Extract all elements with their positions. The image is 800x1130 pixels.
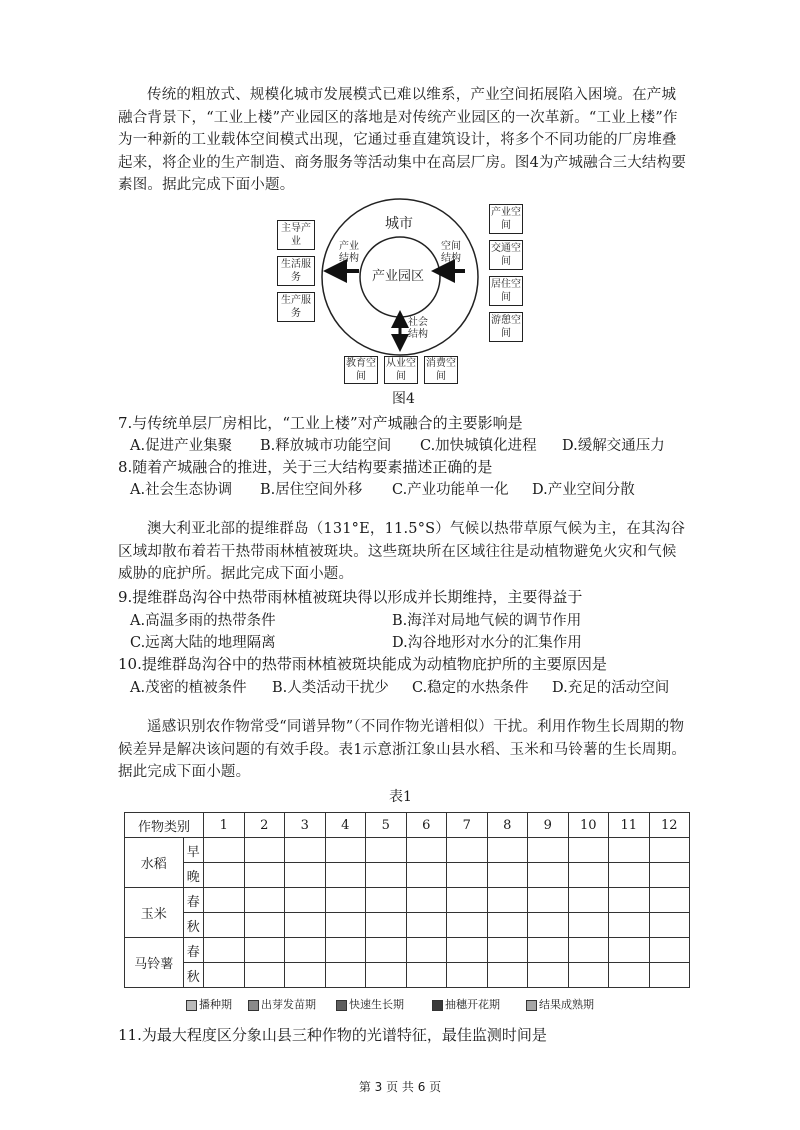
table-cell: [204, 888, 245, 913]
table-cell: [406, 938, 447, 963]
table-row: [125, 888, 690, 913]
box-employment-space: 从业空间: [386, 358, 416, 382]
table-cell: [447, 863, 488, 888]
month-header-12: 12: [649, 813, 690, 838]
box-production-service: 生产服务: [277, 292, 315, 322]
q7-option-a[interactable]: A.促进产业集聚: [130, 438, 233, 454]
table-cell: [568, 938, 609, 963]
month-header-5: 5: [366, 813, 407, 838]
table-cell: [406, 888, 447, 913]
table-cell: [325, 913, 366, 938]
q9-option-a[interactable]: A.高温多雨的热带条件: [130, 613, 276, 629]
table-cell: [528, 938, 569, 963]
table-row: [125, 913, 690, 938]
table-cell: [406, 913, 447, 938]
season-name: 秋: [183, 963, 204, 988]
crop-name: 马铃薯: [125, 938, 184, 988]
month-header-2: 2: [244, 813, 285, 838]
table-cell: [528, 913, 569, 938]
table-cell: [366, 863, 407, 888]
table-cell: [244, 913, 285, 938]
q8-option-a[interactable]: A.社会生态协调: [130, 482, 233, 498]
table-cell: [568, 863, 609, 888]
table-cell: [285, 838, 326, 863]
box-traffic-space: 交通空间: [489, 240, 523, 270]
table-cell: [285, 963, 326, 988]
box-consumption-space: 消费空间: [426, 358, 456, 382]
table-cell: [487, 888, 528, 913]
table-cell: [609, 888, 650, 913]
table-cell: [568, 913, 609, 938]
table-cell: [609, 938, 650, 963]
month-header-1: 1: [204, 813, 245, 838]
table-cell: [204, 938, 245, 963]
table-cell: [285, 888, 326, 913]
question-7: 7.与传统单层厂房相比，“工业上楼”对产城融合的主要影响是: [118, 414, 523, 432]
table-cell: [528, 838, 569, 863]
table-row: [125, 938, 690, 963]
table-cell: [447, 938, 488, 963]
legend-sprout: 出芽发苗期: [248, 996, 316, 1012]
table-legend: [186, 996, 646, 1012]
social-structure-label: 社会结构: [408, 317, 428, 340]
month-header-11: 11: [609, 813, 650, 838]
table-cell: [406, 863, 447, 888]
city-label: 城市: [385, 216, 413, 232]
month-header-8: 8: [487, 813, 528, 838]
month-header-7: 7: [447, 813, 488, 838]
table-cell: [325, 938, 366, 963]
table-cell: [528, 963, 569, 988]
table-row: [125, 863, 690, 888]
q9-option-b[interactable]: B.海洋对局地气候的调节作用: [392, 613, 582, 629]
q7-option-c[interactable]: C.加快城镇化进程: [420, 438, 537, 454]
table-row: [125, 838, 690, 863]
box-residential-space: 居住空间: [489, 276, 523, 306]
season-name: 晚: [183, 863, 204, 888]
table-cell: [447, 963, 488, 988]
table-cell: [325, 888, 366, 913]
season-name: 早: [183, 838, 204, 863]
table-cell: [487, 938, 528, 963]
legend-grow: 快速生长期: [336, 996, 404, 1012]
q8-option-d[interactable]: D.产业空间分散: [532, 482, 635, 498]
table-cell: [366, 888, 407, 913]
q9-option-c[interactable]: C.远离大陆的地理隔离: [130, 635, 276, 651]
table-cell: [366, 938, 407, 963]
table-row: [125, 963, 690, 988]
table-cell: [325, 838, 366, 863]
park-label: 产业园区: [372, 269, 425, 284]
question-11: 11.为最大程度区分象山县三种作物的光谱特征，最佳监测时间是: [118, 1026, 547, 1044]
table-cell: [528, 863, 569, 888]
table-cell: [649, 838, 690, 863]
figure-caption: 图4: [392, 391, 415, 407]
table-cell: [649, 963, 690, 988]
month-header-4: 4: [325, 813, 366, 838]
box-life-service: 生活服务: [277, 256, 315, 286]
table-cell: [649, 913, 690, 938]
table-cell: [447, 888, 488, 913]
q10-option-b[interactable]: B.人类活动干扰少: [272, 680, 389, 696]
question-10: 10.提维群岛沟谷中的热带雨林植被斑块能成为动植物庇护所的主要原因是: [118, 655, 607, 673]
passage-2: 澳大利亚北部的提维群岛（131°E，11.5°S）气候以热带草原气候为主，在其沟谷区域却散布着若干热带雨林植被斑块。这些斑块所在区域往往是动植物避免火灾和气候威胁的庇护所。据此完成下面小题。: [118, 521, 686, 582]
table-cell: [204, 838, 245, 863]
table-cell: [609, 838, 650, 863]
box-recreation-space: 游憩空间: [489, 312, 523, 342]
table-cell: [447, 838, 488, 863]
table-cell: [568, 888, 609, 913]
table-cell: [325, 963, 366, 988]
q10-option-a[interactable]: A.茂密的植被条件: [130, 680, 247, 696]
legend-flower: 抽穗开花期: [432, 996, 500, 1012]
table-cell: [609, 913, 650, 938]
table-cell: [366, 913, 407, 938]
table-cell: [325, 863, 366, 888]
table-cell: [487, 913, 528, 938]
q10-option-c[interactable]: C.稳定的水热条件: [412, 680, 529, 696]
crop-calendar-table: [124, 812, 690, 988]
table-cell: [649, 888, 690, 913]
table-cell: [568, 838, 609, 863]
box-leading-industry: 主导产业: [277, 220, 315, 250]
table-cell: [406, 838, 447, 863]
table-cell: [487, 963, 528, 988]
crop-name: 水稻: [125, 838, 184, 888]
table-cell: [204, 913, 245, 938]
season-name: 春: [183, 938, 204, 963]
table-cell: [244, 838, 285, 863]
legend-mature: 结果成熟期: [526, 996, 594, 1012]
box-education-space: 教育空间: [346, 358, 376, 382]
table-cell: [285, 938, 326, 963]
q7-option-d[interactable]: D.缓解交通压力: [562, 438, 665, 454]
table-cell: [244, 863, 285, 888]
passage-3: 遥感识别农作物常受“同谱异物”（不同作物光谱相似）干扰。利用作物生长周期的物候差异是解决该问题的有效手段。表1示意浙江象山县水稻、玉米和马铃薯的生长周期。据此完成下面小题。: [118, 719, 687, 780]
table-caption: 表1: [389, 789, 412, 805]
table-cell: [568, 963, 609, 988]
box-industrial-space: 产业空间: [489, 204, 523, 234]
season-name: 秋: [183, 913, 204, 938]
month-header-3: 3: [285, 813, 326, 838]
month-header-6: 6: [406, 813, 447, 838]
month-header-9: 9: [528, 813, 569, 838]
q8-option-c[interactable]: C.产业功能单一化: [392, 482, 509, 498]
table-cell: [204, 863, 245, 888]
table-cell: [285, 863, 326, 888]
q8-option-b[interactable]: B.居住空间外移: [260, 482, 363, 498]
q7-option-b[interactable]: B.释放城市功能空间: [260, 438, 392, 454]
table-cell: [609, 963, 650, 988]
table-cell: [487, 863, 528, 888]
season-name: 春: [183, 888, 204, 913]
table-cell: [649, 938, 690, 963]
table-cell: [366, 838, 407, 863]
page-footer: 第 3 页 共 6 页: [358, 1080, 442, 1094]
table-cell: [649, 863, 690, 888]
q10-option-d[interactable]: D.充足的活动空间: [552, 680, 670, 696]
table-cell: [609, 863, 650, 888]
table-cell: [285, 913, 326, 938]
question-8: 8.随着产城融合的推进，关于三大结构要素描述正确的是: [118, 458, 493, 476]
table-1: [124, 812, 690, 988]
table-cell: [244, 888, 285, 913]
table-cell: [487, 838, 528, 863]
question-9: 9.提维群岛沟谷中热带雨林植被斑块得以形成并长期维持，主要得益于: [118, 588, 583, 606]
table-cell: [244, 938, 285, 963]
industry-structure-label: 产业结构: [339, 241, 359, 264]
table-header-crop: 作物类别: [125, 813, 204, 838]
table-cell: [204, 963, 245, 988]
table-cell: [447, 913, 488, 938]
table-cell: [244, 963, 285, 988]
passage-1: 传统的粗放式、规模化城市发展模式已难以维系，产业空间拓展陷入困境。在产城融合背景下，“工业上楼”产业园区的落地是对传统产业园区的一次革新。“工业上楼”作为一种新的工业载体空间模式出现，它通过垂直建筑设计，将多个不同功能的厂房堆叠起来，将企业的生产制造、商务服务等活动集中在高层厂房。图4为产城融合三大结构要素图。据此完成下面小题。: [118, 87, 687, 193]
q9-option-d[interactable]: D.沟谷地形对水分的汇集作用: [392, 635, 582, 651]
legend-sow: 播种期: [186, 996, 232, 1012]
table-cell: [528, 888, 569, 913]
table-cell: [366, 963, 407, 988]
month-header-10: 10: [568, 813, 609, 838]
table-cell: [406, 963, 447, 988]
space-structure-label: 空间结构: [441, 241, 461, 264]
crop-name: 玉米: [125, 888, 184, 938]
